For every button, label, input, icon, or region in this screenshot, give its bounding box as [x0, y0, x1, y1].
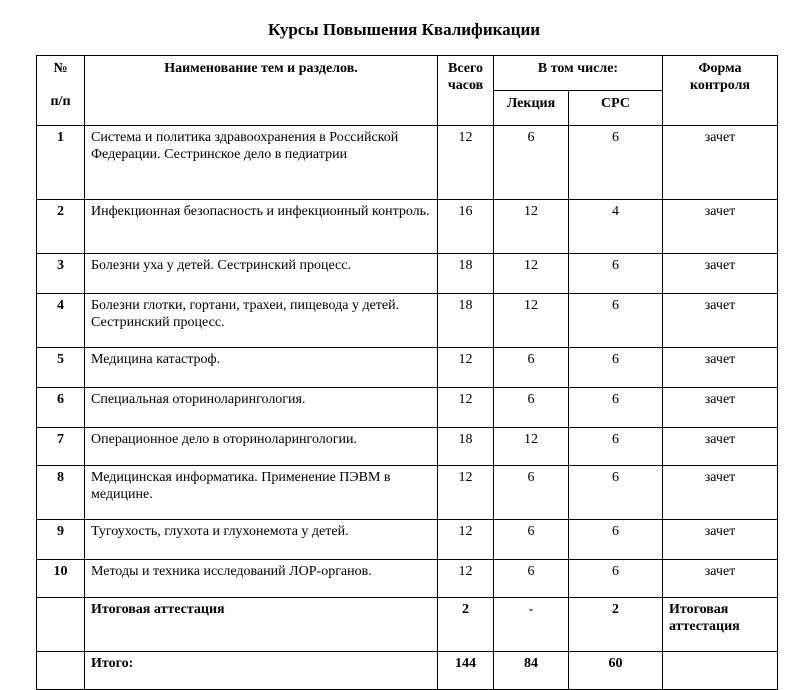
row-total-hours: 12 — [438, 126, 494, 200]
header-lecture: Лекция — [494, 91, 569, 126]
row-lecture-hours: 6 — [494, 466, 569, 520]
header-form-line2: контроля — [689, 78, 751, 93]
row-number: 5 — [37, 348, 85, 388]
summary-total: 144 — [438, 652, 494, 690]
row-total-hours: 12 — [438, 466, 494, 520]
summary-lecture: 84 — [494, 652, 569, 690]
row-lecture-hours: 12 — [494, 294, 569, 348]
row-number: 2 — [37, 200, 85, 254]
table-row — [37, 126, 778, 200]
row-control-form: зачет — [663, 126, 778, 200]
row-number: 10 — [37, 560, 85, 598]
table-row — [37, 294, 778, 348]
row-number: 9 — [37, 520, 85, 560]
row-topic-name: Специальная оториноларингология. — [85, 388, 438, 428]
row-lecture-hours: 6 — [494, 520, 569, 560]
row-number: 8 — [37, 466, 85, 520]
row-number: 1 — [37, 126, 85, 200]
row-topic-name: Операционное дело в оториноларингологии. — [85, 428, 438, 466]
final-attestation-name: Итоговая аттестация — [85, 598, 438, 652]
header-number-line2: п/п — [50, 94, 71, 109]
table-row — [37, 200, 778, 254]
row-number: 4 — [37, 294, 85, 348]
row-control-form: зачет — [663, 428, 778, 466]
row-total-hours: 18 — [438, 254, 494, 294]
final-attestation-lecture: - — [494, 598, 569, 652]
table-row — [37, 428, 778, 466]
row-lecture-hours: 6 — [494, 126, 569, 200]
row-lecture-hours: 6 — [494, 560, 569, 598]
final-attestation-total: 2 — [438, 598, 494, 652]
final-attestation-number — [37, 598, 85, 652]
row-lecture-hours: 12 — [494, 428, 569, 466]
row-srs-hours: 6 — [569, 254, 663, 294]
header-form — [663, 56, 778, 126]
courses-table — [36, 55, 778, 690]
row-srs-hours: 6 — [569, 520, 663, 560]
row-total-hours: 18 — [438, 294, 494, 348]
row-lecture-hours: 6 — [494, 388, 569, 428]
final-attestation-form-line2: аттестация — [669, 619, 740, 634]
row-srs-hours: 4 — [569, 200, 663, 254]
row-srs-hours: 6 — [569, 560, 663, 598]
header-number-line1: № — [53, 61, 68, 76]
final-attestation-row — [37, 598, 778, 652]
row-total-hours: 12 — [438, 348, 494, 388]
row-topic-name: Болезни уха у детей. Сестринский процесс. — [85, 254, 438, 294]
row-control-form: зачет — [663, 520, 778, 560]
header-row — [37, 56, 778, 91]
row-control-form: зачет — [663, 466, 778, 520]
row-topic-name: Методы и техника исследований ЛОР-органов. — [85, 560, 438, 598]
row-lecture-hours: 12 — [494, 254, 569, 294]
row-total-hours: 18 — [438, 428, 494, 466]
row-srs-hours: 6 — [569, 428, 663, 466]
table-row — [37, 520, 778, 560]
header-total-line2: часов — [447, 78, 484, 93]
row-srs-hours: 6 — [569, 466, 663, 520]
row-topic-name: Тугоухость, глухота и глухонемота у детей. — [85, 520, 438, 560]
table-row — [37, 348, 778, 388]
row-total-hours: 16 — [438, 200, 494, 254]
final-attestation-srs: 2 — [569, 598, 663, 652]
header-form-line1: Форма — [698, 61, 742, 76]
row-control-form: зачет — [663, 254, 778, 294]
table-row — [37, 560, 778, 598]
row-srs-hours: 6 — [569, 388, 663, 428]
header-number — [37, 56, 85, 126]
table-row — [37, 254, 778, 294]
row-total-hours: 12 — [438, 560, 494, 598]
summary-form — [663, 652, 778, 690]
final-attestation-form — [663, 598, 778, 652]
row-topic-name: Болезни глотки, гортани, трахеи, пищевода у детей. Сестринский процесс. — [85, 294, 438, 348]
row-topic-name: Система и политика здравоохранения в Российской Федерации. Сестринское дело в педиатрии — [85, 126, 438, 200]
row-srs-hours: 6 — [569, 348, 663, 388]
summary-number — [37, 652, 85, 690]
row-srs-hours: 6 — [569, 126, 663, 200]
summary-name: Итого: — [85, 652, 438, 690]
summary-srs: 60 — [569, 652, 663, 690]
table-row — [37, 466, 778, 520]
row-topic-name: Медицинская информатика. Применение ПЭВМ в медицине. — [85, 466, 438, 520]
row-control-form: зачет — [663, 200, 778, 254]
row-topic-name: Медицина катастроф. — [85, 348, 438, 388]
header-total — [438, 56, 494, 126]
row-control-form: зачет — [663, 388, 778, 428]
header-srs: СРС — [569, 91, 663, 126]
summary-row — [37, 652, 778, 690]
row-control-form: зачет — [663, 560, 778, 598]
table-row — [37, 388, 778, 428]
row-lecture-hours: 6 — [494, 348, 569, 388]
row-total-hours: 12 — [438, 388, 494, 428]
row-number: 3 — [37, 254, 85, 294]
row-control-form: зачет — [663, 348, 778, 388]
page-title: Курсы Повышения Квалификации — [267, 20, 541, 39]
row-topic-name: Инфекционная безопасность и инфекционный контроль. — [85, 200, 438, 254]
header-name: Наименование тем и разделов. — [85, 56, 438, 126]
row-lecture-hours: 12 — [494, 200, 569, 254]
row-control-form: зачет — [663, 294, 778, 348]
header-including: В том числе: — [494, 56, 663, 91]
row-number: 6 — [37, 388, 85, 428]
row-number: 7 — [37, 428, 85, 466]
header-total-line1: Всего — [448, 61, 483, 76]
final-attestation-form-line1: Итоговая — [669, 602, 729, 617]
row-total-hours: 12 — [438, 520, 494, 560]
row-srs-hours: 6 — [569, 294, 663, 348]
